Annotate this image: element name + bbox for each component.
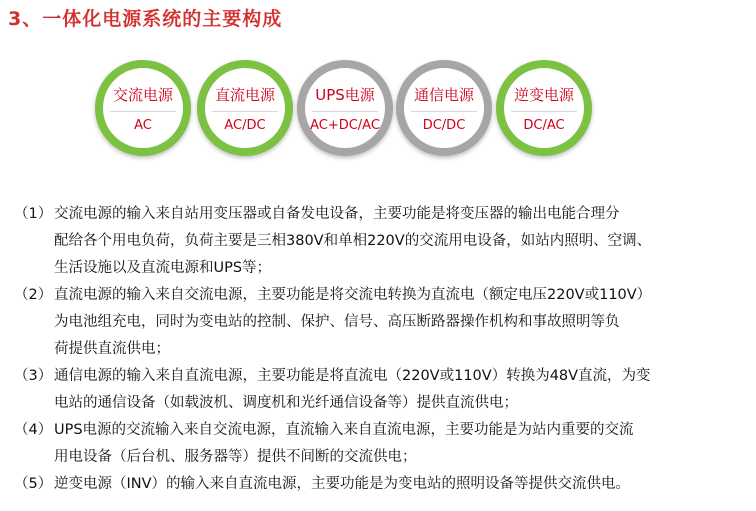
dc-power-circle [197, 60, 293, 156]
item-text: 配给各个用电负荷，负荷主要是三相380V和单相220V的交流用电设备，如站内照明、空调、 [54, 233, 652, 249]
list-item [14, 363, 754, 417]
list-item [14, 471, 754, 498]
circle-type: AC [134, 117, 152, 133]
item-text: 交流电源的输入来自站用变压器或自备发电设备，主要功能是将变压器的输出电能合理分 [54, 206, 620, 222]
item-text: 电站的通信设备（如载波机、调度机和光纤通信设备等）提供直流供电； [54, 395, 518, 411]
circle-label: 直流电源 [212, 84, 278, 112]
item-text: UPS电源的交流输入来自交流电源，直流输入来自直流电源，主要功能是为站内重要的交流 [54, 422, 634, 438]
circle-label: 逆变电源 [511, 84, 577, 112]
circle-type: AC+DC/AC [310, 117, 380, 133]
item-number: （4） [14, 422, 53, 438]
circle-type: AC/DC [224, 117, 266, 133]
item-text: 逆变电源（INV）的输入来自直流电源，主要功能是为变电站的照明设备等提供交流供电。 [54, 476, 631, 492]
list-item [14, 417, 754, 471]
ups-power-circle [297, 60, 393, 156]
description-list [14, 201, 754, 498]
circle-label: UPS电源 [312, 84, 378, 112]
item-text: 荷提供直流供电； [54, 341, 170, 357]
inverter-power-circle [496, 60, 592, 156]
item-text: 通信电源的输入来自直流电源，主要功能是将直流电（220V或110V）转换为48V直流，为变 [54, 368, 651, 384]
circle-type: DC/DC [422, 117, 466, 133]
circle-label: 交流电源 [110, 84, 176, 112]
list-item [14, 201, 754, 282]
section-title: 3、一体化电源系统的主要构成 [8, 8, 283, 30]
communication-power-circle [396, 60, 492, 156]
item-text: 为电池组充电，同时为变电站的控制、保护、信号、高压断路器操作机构和事故照明等负 [54, 314, 620, 330]
item-text: 用电设备（后台机、服务器等）提供不间断的交流供电； [54, 449, 417, 465]
circle-label: 通信电源 [411, 84, 477, 112]
power-types-diagram [0, 0, 756, 190]
item-text: 直流电源的输入来自交流电源，主要功能是将交流电转换为直流电（额定电压220V或110V） [54, 287, 652, 303]
ac-power-circle [95, 60, 191, 156]
item-number: （2） [14, 287, 53, 303]
list-item [14, 282, 754, 363]
circle-type: DC/AC [523, 117, 565, 133]
item-number: （3） [14, 368, 53, 384]
item-number: （1） [14, 206, 53, 222]
item-text: 生活设施以及直流电源和UPS等； [54, 260, 272, 276]
item-number: （5） [14, 476, 53, 492]
